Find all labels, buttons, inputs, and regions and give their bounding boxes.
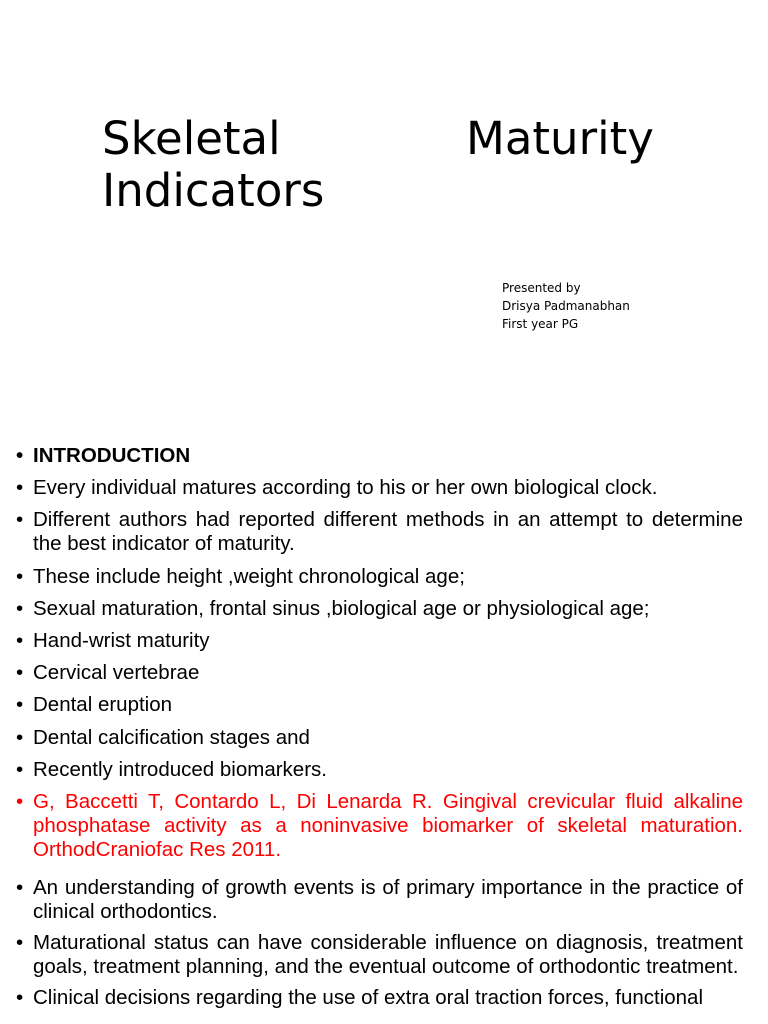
- slide-title-word-indicators: Indicators: [102, 164, 325, 217]
- bullet-item: • These include height ,weight chronological age;: [16, 565, 743, 589]
- bullet-item: • Dental eruption: [16, 693, 743, 717]
- presenter-year: First year PG: [502, 317, 579, 331]
- bullet-item: • Clinical decisions regarding the use of extra oral traction forces, functional: [16, 986, 743, 1010]
- bullet-item: • An understanding of growth events is of primary importance in the practice of clinical orthodontics.: [16, 876, 743, 924]
- bullet-item: • Every individual matures according to his or her own biological clock.: [16, 476, 743, 500]
- title-slide: [0, 0, 768, 430]
- introduction-slide: [0, 440, 768, 1024]
- bullet-item: • Maturational status can have considerable influence on diagnosis, treatment goals, treatment planning, and the eventual outcome of orthodontic treatment.: [16, 931, 743, 979]
- bullet-item: • Sexual maturation, frontal sinus ,biological age or physiological age;: [16, 597, 743, 621]
- bullet-item: • Hand-wrist maturity: [16, 629, 743, 653]
- bullet-reference-citation: • G, Baccetti T, Contardo L, Di Lenarda R. Gingival crevicular fluid alkaline phosphatase activity as a noninvasive biomarker of skeletal maturation. OrthodCraniofac Res 2011.: [16, 790, 743, 862]
- presenter-info: [502, 279, 630, 333]
- bullet-introduction-heading: • INTRODUCTION: [16, 444, 743, 468]
- bullet-item: • Recently introduced biomarkers.: [16, 758, 743, 782]
- bullet-item: • Cervical vertebrae: [16, 661, 743, 685]
- bullet-item: • Different authors had reported different methods in an attempt to determine the best indicator of maturity.: [16, 508, 743, 556]
- slide-title-word-maturity: Maturity: [466, 112, 654, 165]
- slide-title-word-skeletal: Skeletal: [102, 112, 281, 165]
- presenter-name: Drisya Padmanabhan: [502, 299, 630, 313]
- presenter-label: Presented by: [502, 281, 581, 295]
- bullet-list: [16, 444, 743, 1018]
- bullet-item: • Dental calcification stages and: [16, 726, 743, 750]
